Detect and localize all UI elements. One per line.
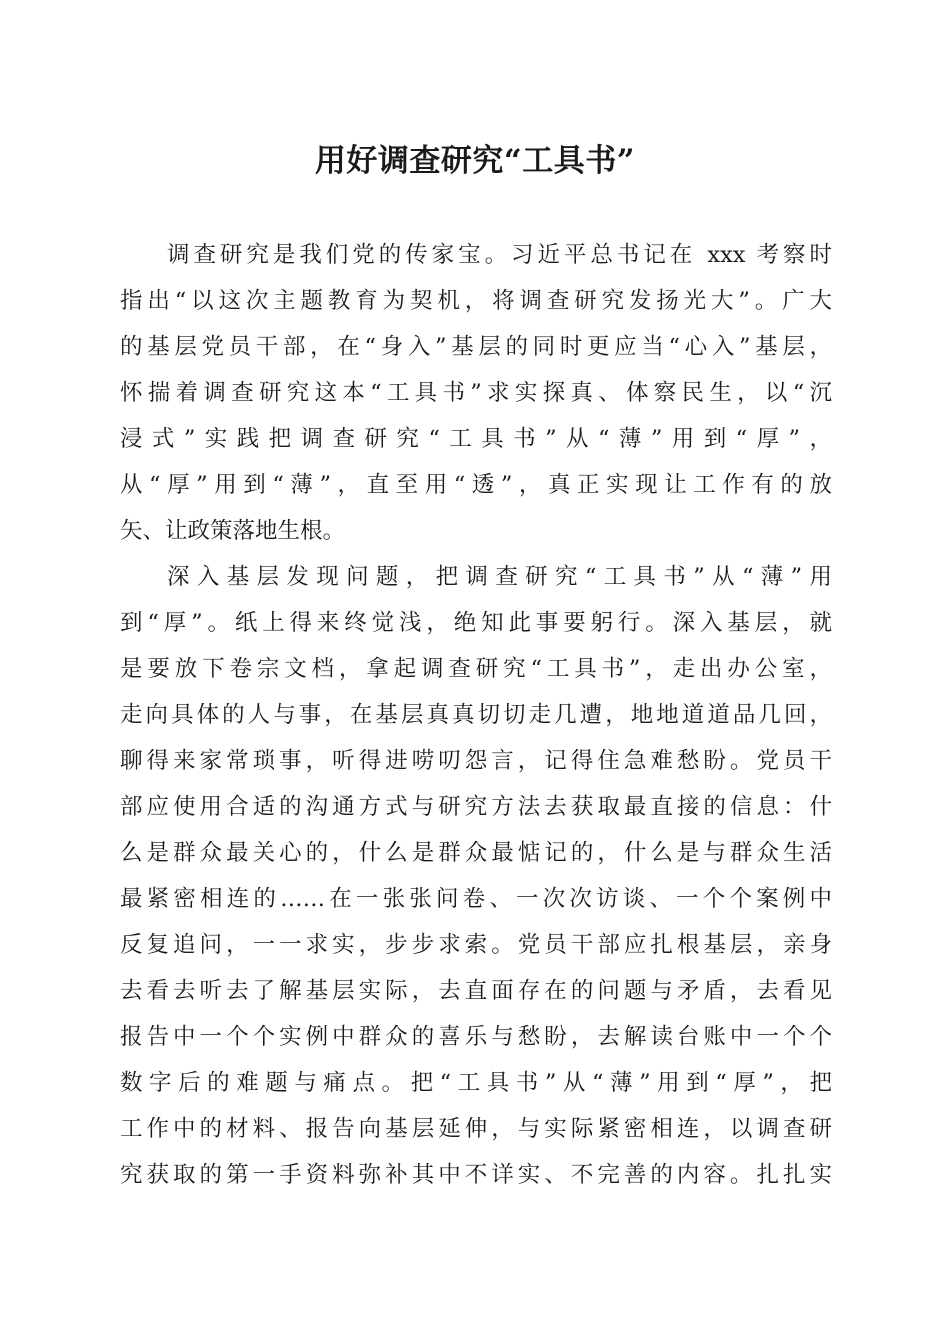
- paragraph-1-line-1: 调查研究是我们党的传家宝。习近平总书记在 xxx 考察时: [167, 242, 832, 268]
- paragraph-1-line-7: 矢、让政策落地生根。: [120, 518, 346, 544]
- paragraph-1-line-2: 指出“以这次主题教育为契机，将调查研究发扬光大”。广大: [120, 288, 832, 314]
- paragraph-2-line-12: 数字后的难题与痛点。把“工具书”从“薄”用到“厚”，把: [120, 1070, 832, 1096]
- paragraph-1-line-4: 怀揣着调查研究这本“工具书”求实探真、体察民生，以“沉: [120, 380, 832, 406]
- paragraph-2-line-4: 走向具体的人与事，在基层真真切切走几遭，地地道道品几回，: [120, 702, 832, 728]
- paragraph-2-line-10: 去看去听去了解基层实际，去直面存在的问题与矛盾，去看见: [120, 978, 832, 1004]
- paragraph-2-line-8: 最紧密相连的……在一张张问卷、一次次访谈、一个个案例中: [120, 886, 832, 912]
- paragraph-1-line-5: 浸式”实践把调查研究“工具书”从“薄”用到“厚”，: [120, 426, 832, 452]
- page-title: 用好调查研究“工具书”: [314, 143, 636, 179]
- paragraph-2-line-7: 么是群众最关心的，什么是群众最惦记的，什么是与群众生活: [120, 840, 832, 866]
- paragraph-1-line-6: 从“厚”用到“薄”，直至用“透”，真正实现让工作有的放: [120, 472, 832, 498]
- paragraph-2-line-11: 报告中一个个实例中群众的喜乐与愁盼，去解读台账中一个个: [120, 1024, 832, 1050]
- paragraph-2-line-5: 聊得来家常琐事，听得进唠叨怨言，记得住急难愁盼。党员干: [120, 748, 832, 774]
- paragraph-2-line-9: 反复追问，一一求实，步步求索。党员干部应扎根基层，亲身: [120, 932, 832, 958]
- document-body: [120, 232, 832, 1198]
- paragraph-2-line-1: 深入基层发现问题，把调查研究“工具书”从“薄”用: [167, 564, 832, 590]
- paragraph-2-line-14: 究获取的第一手资料弥补其中不详实、不完善的内容。扎扎实: [120, 1162, 832, 1188]
- paragraph-2-line-3: 是要放下卷宗文档，拿起调查研究“工具书”，走出办公室，: [120, 656, 832, 682]
- paragraph-1-line-3: 的基层党员干部，在“身入”基层的同时更应当“心入”基层，: [120, 334, 832, 360]
- paragraph-2-line-2: 到“厚”。纸上得来终觉浅，绝知此事要躬行。深入基层，就: [120, 610, 832, 636]
- paragraph-2-line-13: 工作中的材料、报告向基层延伸，与实际紧密相连，以调查研: [120, 1116, 832, 1142]
- paragraph-2-line-6: 部应使用合适的沟通方式与研究方法去获取最直接的信息：什: [120, 794, 832, 820]
